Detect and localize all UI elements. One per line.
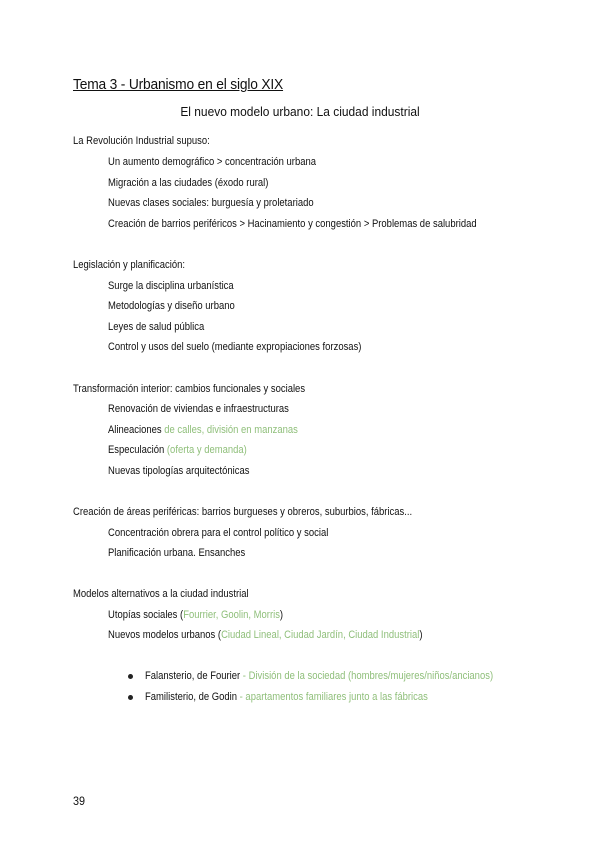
list-item: Control y usos del suelo (mediante expropiaciones forzosas) [108, 341, 362, 353]
list-item: Metodologías y diseño urbano [108, 300, 235, 312]
bullet-item [145, 691, 428, 703]
list-item: Planificación urbana. Ensanches [108, 547, 246, 559]
page-number: 39 [73, 794, 86, 808]
item-text: Especulación [108, 444, 165, 456]
section-heading: Transformación interior: cambios funcionales y sociales [73, 383, 306, 395]
item-close: ) [419, 629, 423, 641]
item-note: Ciudad Lineal, Ciudad Jardín, Ciudad Industrial [221, 629, 420, 641]
section-heading: La Revolución Industrial supuso: [73, 135, 210, 147]
page-subtitle: El nuevo modelo urbano: La ciudad industrial [180, 104, 420, 119]
bullet-item [145, 670, 493, 682]
bullet-note: - apartamentos familiares junto a las fábricas [237, 691, 428, 703]
page-title: Tema 3 - Urbanismo en el siglo XIX [73, 76, 284, 93]
bullet-icon [128, 695, 133, 700]
item-note: de calles, división en manzanas [164, 424, 298, 436]
list-item: Migración a las ciudades (éxodo rural) [108, 177, 269, 189]
bullet-note: - División de la sociedad (hombres/mujeres/niños/ancianos) [240, 670, 494, 682]
item-text: Utopías sociales ( [108, 609, 184, 621]
list-item: Renovación de viviendas e infraestructuras [108, 403, 289, 415]
list-item [108, 424, 298, 436]
bullet-text: Falansterio, de Fourier [145, 670, 241, 682]
list-item: Nuevas clases sociales: burguesía y proletariado [108, 197, 314, 209]
list-item: Surge la disciplina urbanística [108, 280, 234, 292]
bullet-text: Familisterio, de Godin [145, 691, 238, 703]
item-note: (oferta y demanda) [166, 444, 247, 456]
list-item: Nuevas tipologías arquitectónicas [108, 465, 250, 477]
list-item: Creación de barrios periféricos > Hacinamiento y congestión > Problemas de salubridad [108, 218, 477, 230]
item-close: ) [279, 609, 284, 621]
section-heading: Modelos alternativos a la ciudad industrial [73, 588, 249, 600]
item-note: Fourrier, Goolin, Morris [183, 609, 280, 621]
bullet-icon [128, 674, 133, 679]
item-text: Alineaciones [108, 424, 162, 436]
list-item [108, 609, 283, 621]
list-item: Leyes de salud pública [108, 321, 205, 333]
section-heading: Creación de áreas periféricas: barrios burgueses y obreros, suburbios, fábricas... [73, 506, 413, 518]
list-item: Concentración obrera para el control político y social [108, 527, 329, 539]
list-item: Un aumento demográfico > concentración urbana [108, 156, 316, 168]
list-item [108, 629, 422, 641]
item-text: Nuevos modelos urbanos ( [108, 629, 222, 641]
list-item [108, 444, 247, 456]
section-heading: Legislación y planificación: [73, 259, 186, 271]
